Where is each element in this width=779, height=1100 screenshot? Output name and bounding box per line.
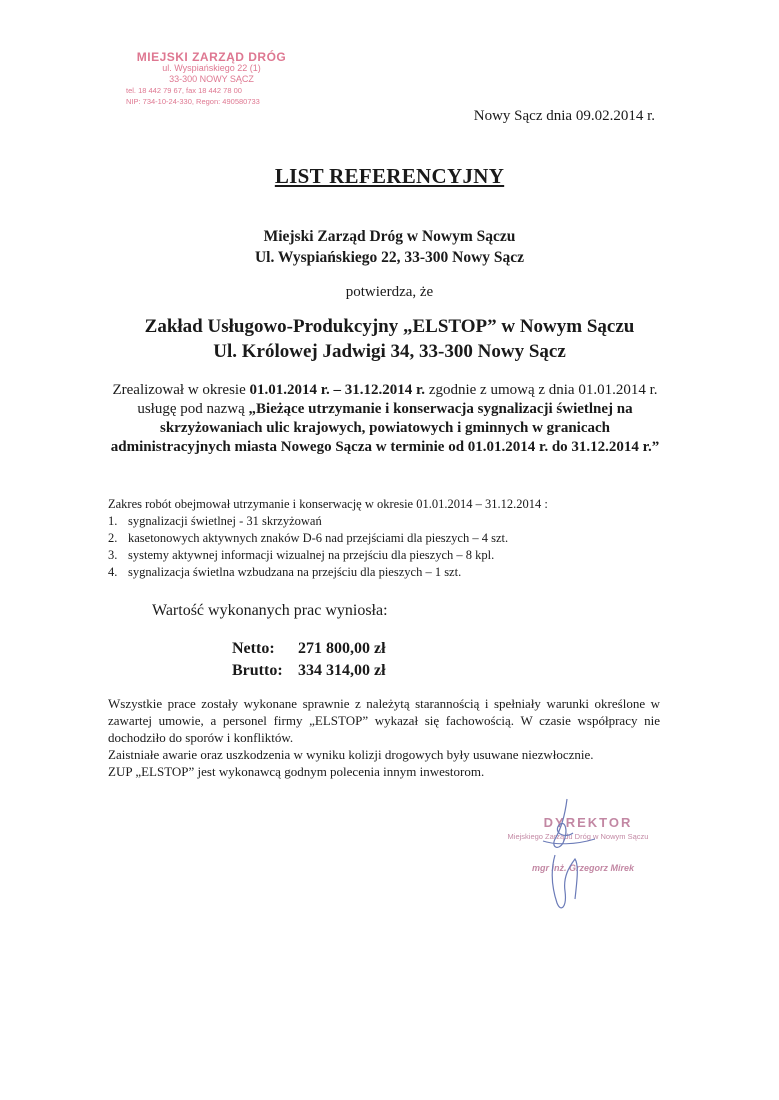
range-intro: Zakres robót obejmował utrzymanie i konserwację w okresie 01.01.2014 – 31.12.2014 : <box>108 497 548 511</box>
signature-name: mgr inż. Grzegorz Mirek <box>531 863 635 873</box>
handwritten-signature <box>525 795 615 920</box>
closing-paragraph <box>108 695 660 780</box>
scope-text-2: zgodnie z umową z dnia 01.01.2014 r. usługę pod nazwą <box>137 382 658 417</box>
confirms-text: potwierdza, że <box>345 284 434 300</box>
issuer-block <box>0 226 779 268</box>
list-item <box>108 513 508 530</box>
stamp-city: 33-300 NOWY SĄCZ <box>169 74 254 84</box>
scope-text-1: Zrealizował w okresie <box>112 382 250 398</box>
list-item-number: 2. <box>108 531 118 545</box>
closing-line: Zaistniałe awarie oraz uszkodzenia w wyniku kolizji drogowych były usuwane niezwłocznie. <box>108 747 594 762</box>
header-stamp <box>124 52 299 107</box>
list-item-text: sygnalizacja świetlna wzbudzana na przejściu dla pieszych – 1 szt. <box>128 565 462 579</box>
list-item <box>108 547 508 564</box>
closing-line: Wszystkie prace zostały wykonane sprawnie z należytą starannością i spełniały warunki określone w zawartej umowie, a personel firmy „ELSTOP” wykazał się fachowością. W czasie współpracy nie dochodziło do sporów i konfliktów. <box>108 696 660 745</box>
contractor-name: Zakład Usługowo-Produkcyjny „ELSTOP” w Nowym Sączu <box>144 316 635 337</box>
stamp-org-name: MIEJSKI ZARZĄD DRÓG <box>136 50 287 64</box>
list-item-text: sygnalizacji świetlnej - 31 skrzyżowań <box>128 514 322 528</box>
brutto-row <box>232 660 386 682</box>
signature-role: DYREKTOR <box>543 815 633 830</box>
amounts-block <box>232 638 386 682</box>
value-label: Wartość wykonanych prac wyniosła: <box>152 602 388 619</box>
list-item-number: 3. <box>108 548 118 562</box>
signature-org: Miejskiego Zarządu Dróg w Nowym Sączu <box>507 832 649 841</box>
contractor-address: Ul. Królowej Jadwigi 34, 33-300 Nowy Sącz <box>213 341 566 362</box>
issuer-address: Ul. Wyspiańskiego 22, 33-300 Nowy Sącz <box>254 249 525 266</box>
list-item-number: 4. <box>108 565 118 579</box>
list-item <box>108 564 508 581</box>
stamp-phone: tel. 18 442 79 67, fax 18 442 78 00 <box>126 86 242 95</box>
list-item-text: systemy aktywnej informacji wizualnej na przejściu dla pieszych – 8 kpl. <box>128 548 495 562</box>
list-item <box>108 530 508 547</box>
scope-period: 01.01.2014 r. – 31.12.2014 r. <box>249 382 426 398</box>
brutto-label: Brutto: <box>232 662 283 679</box>
scope-service-name: „Bieżące utrzymanie i konserwacja sygnalizacji świetlnej na skrzyżowaniach ulic krajowych, powiatowych i gminnych w granicach administracyjnych miasta Nowego Sącza w terminie od 01.01.2014 r. do 31.12.2014 r.” <box>110 401 660 455</box>
brutto-value: 334 314,00 zł <box>298 662 386 679</box>
scope-paragraph <box>110 381 660 457</box>
netto-value: 271 800,00 zł <box>298 640 386 657</box>
document-date: Nowy Sącz dnia 09.02.2014 r. <box>473 108 655 124</box>
contractor-block <box>0 314 779 364</box>
list-item-number: 1. <box>108 514 118 528</box>
stamp-street: ul. Wyspiańskiego 22 (1) <box>162 63 261 73</box>
list-item-text: kasetonowych aktywnych znaków D-6 nad przejściami dla pieszych – 4 szt. <box>128 531 509 545</box>
range-list <box>108 513 508 581</box>
issuer-name: Miejski Zarząd Dróg w Nowym Sączu <box>263 228 516 245</box>
netto-label: Netto: <box>232 640 275 657</box>
closing-line: ZUP „ELSTOP” jest wykonawcą godnym polecenia innym inwestorom. <box>108 764 485 779</box>
netto-row <box>232 638 386 660</box>
document-title: LIST REFERENCYJNY <box>274 164 505 188</box>
stamp-ids: NIP: 734-10-24-330, Regon: 490580733 <box>126 97 260 106</box>
